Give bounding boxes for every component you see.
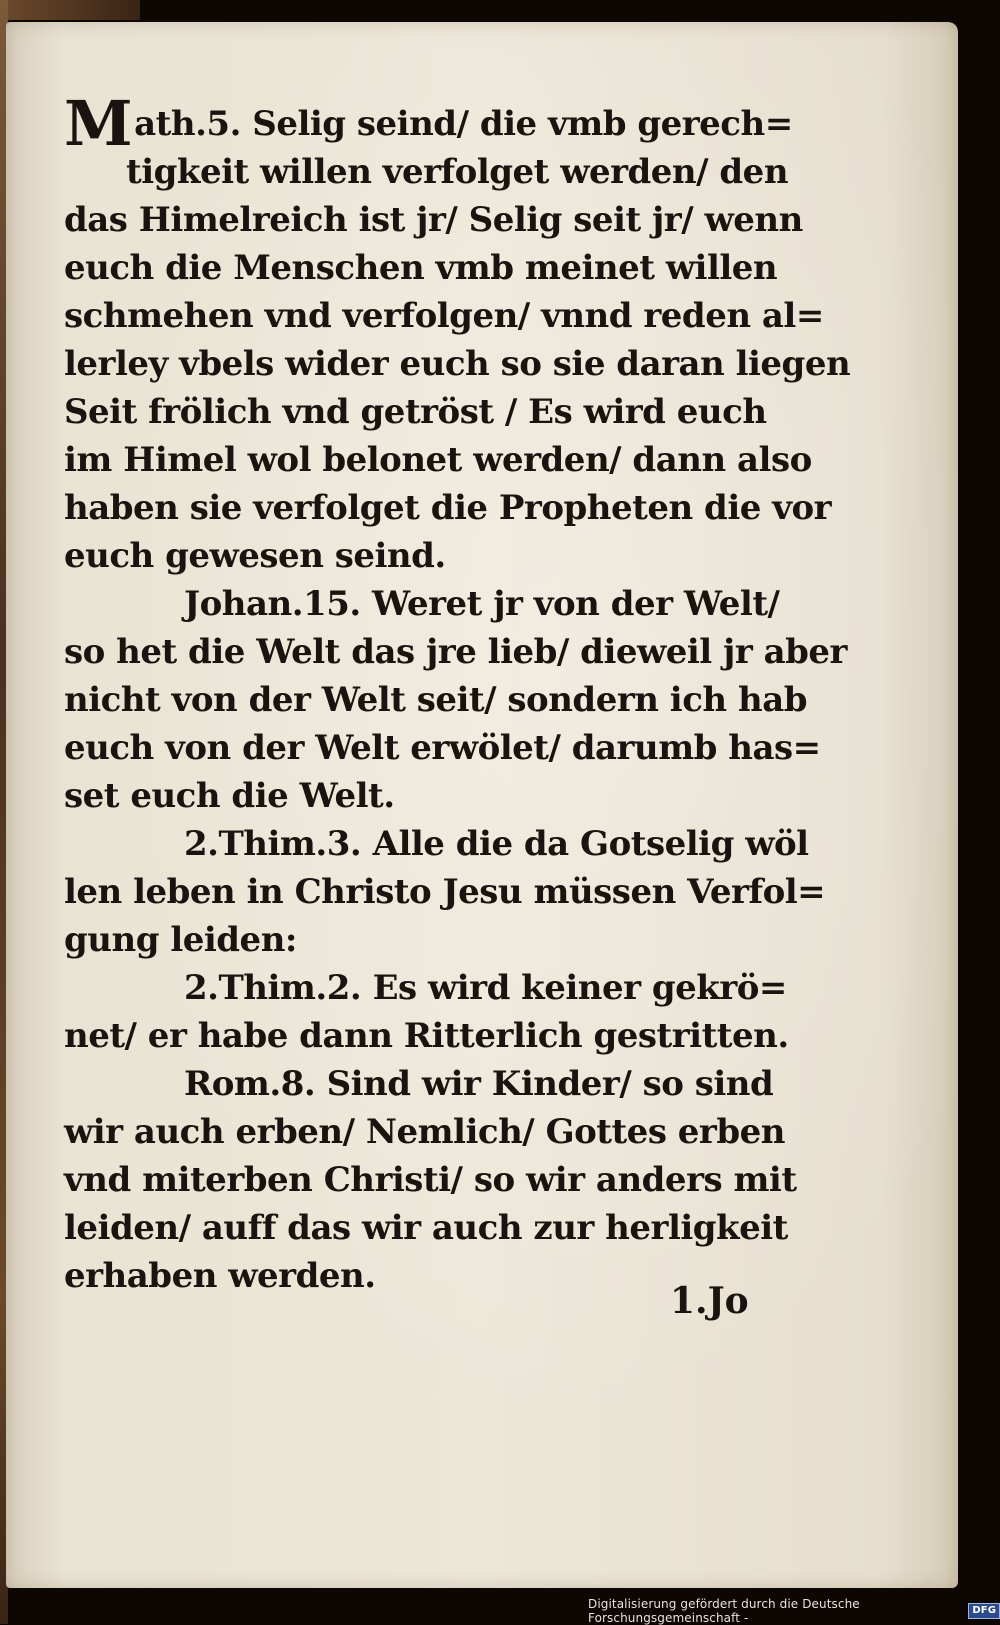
text-line-22: wir auch erben/ Nemlich/ Gottes erben <box>64 1112 785 1152</box>
digitization-credit <box>588 1597 1000 1625</box>
dfg-logo-icon: DFG <box>968 1603 1000 1619</box>
text-line-1: Math.5. Selig seind/ die vmb gerech= <box>64 87 793 160</box>
text-line-12: so het die Welt das jre lieb/ dieweil jr aber <box>64 632 847 672</box>
text-line-24: leiden/ auff das wir auch zur herligkeit <box>64 1208 788 1248</box>
text-line-18: gung leiden: <box>64 920 297 960</box>
text-line-16: 2.Thim.3. Alle die da Gotselig wöl <box>184 824 809 864</box>
text-line-21: Rom.8. Sind wir Kinder/ so sind <box>184 1064 774 1104</box>
page-text <box>64 87 851 1300</box>
text-line-15: set euch die Welt. <box>64 776 395 816</box>
text-line-11: Johan.15. Weret jr von der Welt/ <box>184 584 780 624</box>
text-line-10: euch gewesen seind. <box>64 536 446 576</box>
book-cover-edge-top <box>0 0 140 20</box>
credit-text: Digitalisierung gefördert durch die Deutsche Forschungsgemeinschaft - <box>588 1597 860 1625</box>
text-line-19: 2.Thim.2. Es wird keiner gekrö= <box>184 968 787 1008</box>
text-line-9: haben sie verfolget die Propheten die vor <box>64 488 832 528</box>
text-line-25: erhaben werden. <box>64 1256 376 1296</box>
text-line-23: vnd miterben Christi/ so wir anders mit <box>64 1160 797 1200</box>
text-line-13: nicht von der Welt seit/ sondern ich hab <box>64 680 808 720</box>
text-line-2: tigkeit willen verfolget werden/ den <box>126 152 789 192</box>
text-line-14: euch von der Welt erwölet/ darumb has= <box>64 728 821 768</box>
text-line-17: len leben in Christo Jesu müssen Verfol= <box>64 872 826 912</box>
text-line-20: net/ er habe dann Ritterlich gestritten. <box>64 1016 789 1056</box>
text-line-7: Seit frölich vnd getröst / Es wird euch <box>64 392 767 432</box>
text-line-3: das Himelreich ist jr/ Selig seit jr/ wenn <box>64 200 803 240</box>
text-line-4: euch die Menschen vmb meinet willen <box>64 248 778 288</box>
book-page <box>6 22 958 1588</box>
text-line-6: lerley vbels wider euch so sie daran liegen <box>64 344 851 384</box>
drop-cap: M <box>64 87 133 160</box>
text-line-8: im Himel wol belonet werden/ dann also <box>64 440 812 480</box>
catchword: 1.Jo <box>670 1280 749 1322</box>
text-line-5: schmehen vnd verfolgen/ vnnd reden al= <box>64 296 824 336</box>
